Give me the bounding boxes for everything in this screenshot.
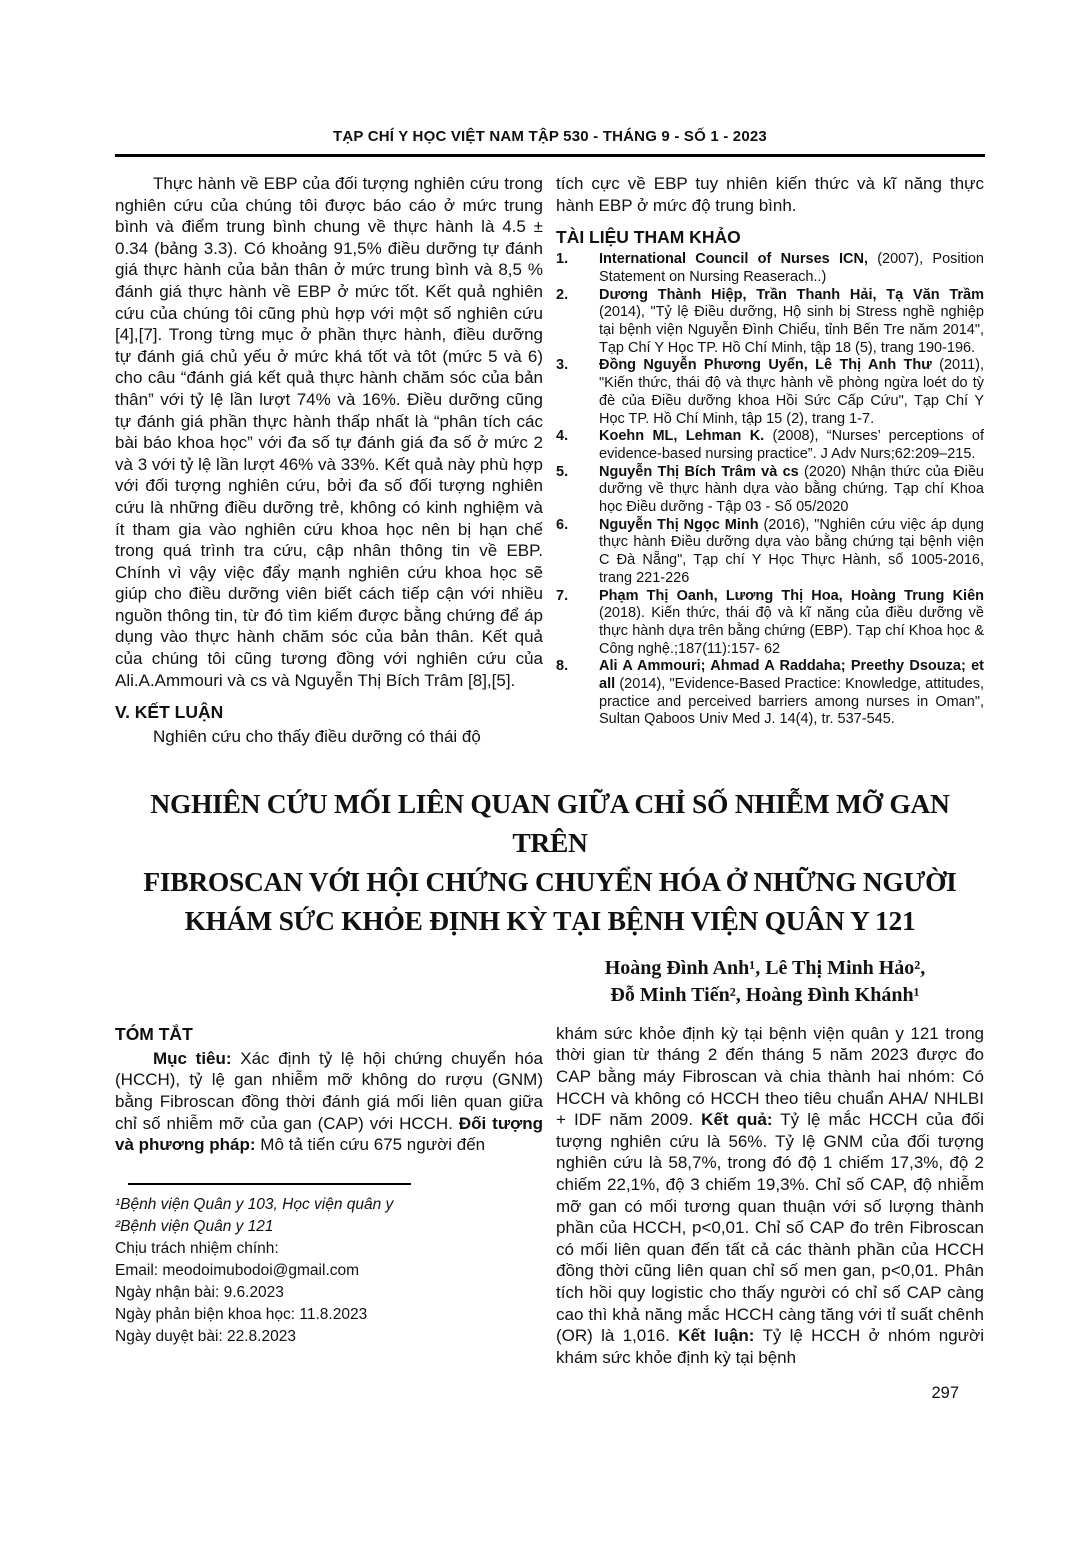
reference-item bbox=[556, 464, 984, 517]
footnote-separator bbox=[128, 1183, 411, 1185]
reference-item bbox=[556, 287, 984, 358]
authors-line1: Hoàng Đình Anh¹, Lê Thị Minh Hảo², bbox=[604, 956, 926, 979]
reference-authors: Koehn ML, Lehman K. bbox=[599, 428, 765, 445]
conclusion-text: Nghiên cứu cho thấy điều dưỡng có thái độ bbox=[153, 727, 481, 747]
abstract-right-paragraph bbox=[556, 1023, 984, 1369]
reference-item bbox=[556, 588, 984, 659]
reference-authors: Nguyễn Thị Ngọc Minh bbox=[599, 516, 759, 533]
reference-text: (2007), Position Statement on Nursing Reaserach..) bbox=[599, 251, 984, 285]
abstract-objective-label: Mục tiêu: bbox=[153, 1048, 232, 1068]
article2-authors-row bbox=[115, 955, 985, 1010]
references-heading: TÀI LIỆU THAM KHẢO bbox=[556, 227, 741, 248]
reference-number: 5. bbox=[556, 463, 569, 480]
reference-text: (2018). Kiến thức, thái độ và kĩ năng của điều dưỡng về thực hành dựa trên bằng chứng (EBP). Tạp chí Khoa học & Công nghệ.;187(11):157- 62 bbox=[599, 605, 984, 657]
reference-text: (2008), “Nurses’ perceptions of evidence-based nursing practice”. J Adv Nurs;62:209–215. bbox=[599, 428, 984, 462]
received-date: Ngày nhận bài: 9.6.2023 bbox=[115, 1283, 284, 1301]
article1-left-column bbox=[115, 173, 543, 748]
reviewed-date: Ngày phản biện khoa học: 11.8.2023 bbox=[115, 1305, 368, 1323]
abstract-heading: TÓM TẮT bbox=[115, 1023, 193, 1044]
abstract-results-label: Kết quả: bbox=[701, 1110, 773, 1130]
reference-number: 7. bbox=[556, 587, 569, 604]
affiliation-2: ²Bệnh viện Quân y 121 bbox=[115, 1217, 274, 1235]
article2-right-column bbox=[556, 1023, 984, 1369]
authors-line2: Đỗ Minh Tiến², Hoàng Đình Khánh¹ bbox=[610, 984, 920, 1007]
reference-text: (2014), "Evidence-Based Practice: Knowledge, attitudes, practice and perceived barriers among nurses in Oman", Sultan Qaboos Univ Med J. 14(4), tr. 537-545. bbox=[599, 676, 984, 728]
abstract-continuation-text: khám sức khỏe định kỳ tại bệnh viện quân y 121 trong thời gian từ tháng 2 đến tháng 5 năm 2023 được đo CAP bằng máy Fibroscan và chia thành hai nhóm: Có HCCH và không có HCCH theo tiêu chuẩn AHA/ NHLBI + IDF năm 2009. bbox=[556, 1023, 984, 1130]
page-number: 297 bbox=[931, 1384, 959, 1403]
reference-item bbox=[556, 357, 984, 428]
reference-authors: International Council of Nurses ICN, bbox=[599, 251, 868, 268]
article2-authors bbox=[545, 955, 985, 1010]
abstract-results-text: Tỷ lệ mắc HCCH của đối tượng nghiên cứu là 56%. Tỷ lệ GNM của đối tượng nghiên cứu là 58,7%, trong đó độ 1 chiếm 17,3%, độ 2 chiếm 22,1%, độ 3 chiếm 19,3%. Chỉ số CAP, độ nhiễm mỡ gan có mối tương quan thuận với số lượng thành phần của HCCH, p<0,01. Chỉ số CAP đo trên Fibroscan có mối liên quan đến tất cả các thành phần của HCCH đồng thời cũng liên quan chỉ số men gan, p<0,01. Phân tích hồi quy logistic cho thấy người có chỉ số CAP càng cao thì khả năng mắc HCCH càng tăng với tỉ suất chênh (OR) là 1,016. bbox=[556, 1110, 985, 1346]
reference-number: 2. bbox=[556, 286, 569, 303]
reference-item bbox=[556, 428, 984, 463]
correspondence-label: Chịu trách nhiệm chính: bbox=[115, 1239, 279, 1257]
reference-authors: Phạm Thị Oanh, Lương Thị Hoa, Hoàng Trung Kiên bbox=[599, 587, 984, 604]
reference-item bbox=[556, 658, 984, 729]
reference-number: 3. bbox=[556, 357, 569, 374]
reference-authors: Nguyễn Thị Bích Trâm và cs bbox=[599, 463, 799, 480]
article1-right-column bbox=[556, 173, 984, 748]
article2-title bbox=[115, 784, 985, 940]
reference-authors: Đồng Nguyễn Phương Uyển, Lê Thị Anh Thư bbox=[599, 357, 932, 374]
abstract-conclusion-label: Kết luận: bbox=[678, 1326, 755, 1346]
abstract-left-paragraph bbox=[115, 1048, 543, 1156]
references-list bbox=[556, 251, 984, 729]
article2-left-column bbox=[115, 1023, 543, 1369]
article2-title-line3: KHÁM SỨC KHỎE ĐỊNH KỲ TẠI BỆNH VIỆN QUÂN Y 121 bbox=[184, 904, 916, 936]
reference-text: (2020) Nhận thức của Điều dưỡng về thực hành dựa vào bằng chứng. Tạp chí Khoa học Điều dưỡng - Tập 03 - Số 05/2020 bbox=[599, 463, 984, 516]
reference-authors: Dương Thành Hiệp, Trần Thanh Hải, Tạ Văn Trầm bbox=[599, 286, 984, 303]
article1-columns bbox=[115, 173, 985, 748]
abstract-objective-text: Xác định tỷ lệ hội chứng chuyển hóa (HCCH), tỷ lệ gan nhiễm mỡ không do rượu (GNM) bằng Fibroscan đồng thời đánh giá mối liên quan giữa chỉ số nhiễm mỡ của gan (CAP) với HCCH. bbox=[115, 1048, 543, 1133]
reference-number: 6. bbox=[556, 516, 569, 533]
reference-authors: Ali A Ammouri; Ahmad A Raddaha; Preethy Dsouza; et all bbox=[599, 658, 984, 693]
reference-item bbox=[556, 251, 984, 286]
discussion-paragraph: Thực hành về EBP của đối tượng nghiên cứu trong nghiên cứu của chúng tôi được báo cáo ở mức trung bình và điểm trung bình chung về thực hành là 4.5 ± 0.34 (bảng 3.3). Có khoảng 91,5% điều dưỡng tự đánh giá thực hành của bản thân ở mức trung bình và 8,5 % đánh giá thực hành về EBP ở mức tốt. Kết quả nghiên cứu của chúng tôi cũng phù hợp với một số nghiên cứu [4],[7]. Trong từng mục ở phần thực hành, điều dưỡng tự đánh giá chủ yếu ở mức khá tốt và tôt (mức 5 và 6) cho câu “đánh giá kết quả thực hành chăm sóc của bản thân” với tỷ lệ lần lượt 74% và 16%. Điều dưỡng cũng tự đánh giá phần thực hành thấp nhất là “phân tích các bài báo khoa học” với đa số tự đánh giá đa số ở mức 2 và 3 với tỷ lệ lần lượt 46% và 33%. Kết quả này phù hợp với đối tượng nghiên cứu, bởi đa số đối tượng nghiên cứu là những điều dưỡng trẻ, không có kinh nghiệm và ít tham gia vào nghiên cứu khoa học nên bị hạn chế trong quá trình tra cứu, cập nhân thông tin về EBP. Chính vì vậy việc đẩy mạnh nghiên cứu khoa học sẽ giúp cho điều dưỡng viên biết cách tiếp cận với nhiều nguồn thông tin, từ đó tìm kiếm được bằng chứng để áp dụng vào thực hành chăm sóc của bản thân. Kết quả của chúng tôi cũng tương đồng với nghiên cứu của Ali.A.Ammouri và cs và Nguyễn Thị Bích Trâm [8],[5]. bbox=[115, 174, 543, 690]
accepted-date: Ngày duyệt bài: 22.8.2023 bbox=[115, 1327, 296, 1345]
reference-text: (2014), "Tỷ lệ Điều dưỡng, Hộ sinh bị Stress nghề nghiệp tại bệnh viện Nguyễn Đình Chiểu, tỉnh Bến Tre năm 2014", Tạp Chí Y Học TP. Hồ Chí Minh, tập 18 (5), trang 190-196. bbox=[599, 304, 984, 356]
abstract-methods-label: Đối tượng và phương pháp: bbox=[115, 1113, 543, 1155]
abstract-conclusion-text: Tỷ lệ HCCH ở nhóm người khám sức khỏe định kỳ tại bệnh bbox=[556, 1326, 984, 1367]
conclusion-heading: V. KẾT LUẬN bbox=[115, 702, 224, 723]
article2-columns bbox=[115, 1023, 985, 1369]
reference-text: (2016), "Nghiên cứu việc áp dụng thực hành Điều dưỡng dựa vào bằng chứng tại bệnh viện C Đà Nẵng", Tạp chí Y Học Thực Hành, số 1005-2016, trang 221-226 bbox=[599, 516, 984, 586]
reference-number: 8. bbox=[556, 658, 569, 675]
article2-title-line1: NGHIÊN CỨU MỐI LIÊN QUAN GIỮA CHỈ SỐ NHIỄM MỠ GAN TRÊN bbox=[150, 787, 950, 858]
article2-title-line2: FIBROSCAN VỚI HỘI CHỨNG CHUYỂN HÓA Ở NHỮNG NGƯỜI bbox=[143, 865, 957, 897]
reference-number: 4. bbox=[556, 428, 569, 445]
affiliation-1: ¹Bệnh viện Quân y 103, Học viện quân y bbox=[115, 1195, 394, 1213]
journal-header-title: TẠP CHÍ Y HỌC VIỆT NAM TẬP 530 - THÁNG 9 - SỐ 1 - 2023 bbox=[333, 128, 767, 145]
journal-header bbox=[115, 128, 985, 157]
correspondence-email: Email: meodoimubodoi@gmail.com bbox=[115, 1261, 360, 1279]
footnotes bbox=[115, 1194, 543, 1348]
reference-item bbox=[556, 517, 984, 588]
abstract-methods-text: Mô tả tiến cứu 675 người đến bbox=[255, 1135, 486, 1155]
reference-number: 1. bbox=[556, 251, 569, 268]
reference-text: (2011), "Kiến thức, thái độ và thực hành về phòng ngừa loét do tỳ đè của Điều dưỡng khoa Hồi Sức Cấp Cứu", Tạp Chí Y Học TP. Hồ Chí Minh, tập 15 (2), trang 1-7. bbox=[599, 357, 984, 427]
continued-paragraph: tích cực về EBP tuy nhiên kiến thức và kĩ năng thực hành EBP ở mức độ trung bình. bbox=[556, 174, 984, 215]
